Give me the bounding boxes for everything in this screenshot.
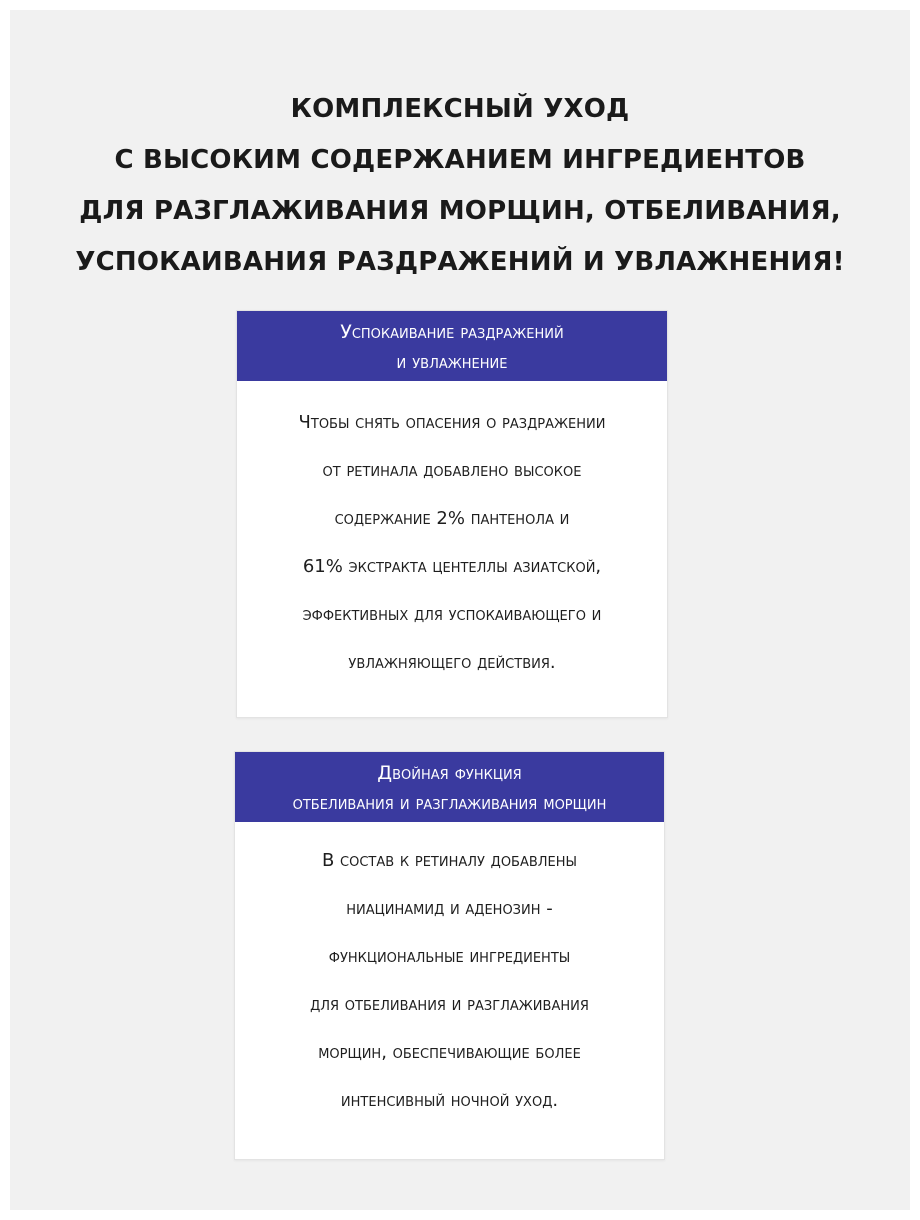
card-body-line: 61% экстракта центеллы азиатской, — [302, 556, 602, 577]
headline-line: С ВЫСОКИМ СОДЕРЖАНИЕМ ИНГРЕДИЕНТОВ — [114, 145, 806, 175]
card-header — [237, 311, 667, 381]
card-title-line: отбеливания и разглаживания морщин — [292, 792, 607, 814]
feature-card-soothing — [236, 310, 668, 718]
card-title-line: Двойная функция — [377, 762, 522, 784]
card-body-line: интенсивный ночной уход. — [340, 1090, 559, 1111]
card-body-line: морщин, обеспечивающие более — [318, 1042, 581, 1063]
card-body-line: функциональные ингредиенты — [328, 946, 571, 967]
card-body — [235, 837, 664, 1125]
headline-line: ДЛЯ РАЗГЛАЖИВАНИЯ МОРЩИН, ОТБЕЛИВАНИЯ, — [79, 196, 841, 226]
card-title-line: Успокаивание раздражений — [340, 321, 564, 343]
headline-line: УСПОКАИВАНИЯ РАЗДРАЖЕНИЙ И УВЛАЖНЕНИЯ! — [75, 247, 845, 277]
card-header — [235, 752, 664, 822]
card-body-line: от ретинала добавлено высокое — [322, 460, 582, 481]
card-body-line: содержание 2% пантенола и — [334, 508, 570, 529]
card-title-line: и увлажнение — [396, 351, 508, 373]
headline-line: КОМПЛЕКСНЫЙ УХОД — [290, 94, 630, 124]
card-body-line: для отбеливания и разглаживания — [310, 994, 589, 1015]
card-body-line: эффективных для успокаивающего и — [302, 604, 602, 625]
card-body-line: увлажняющего действия. — [348, 652, 556, 673]
card-body-line: ниацинамид и аденозин - — [346, 898, 553, 919]
card-body-line: В состав к ретиналу добавлены — [321, 850, 578, 871]
feature-card-dual-function — [234, 751, 665, 1160]
card-body-line: Чтобы снять опасения о раздражении — [298, 412, 606, 433]
headline — [10, 84, 910, 288]
page-canvas — [10, 10, 910, 1210]
card-body — [237, 399, 667, 687]
